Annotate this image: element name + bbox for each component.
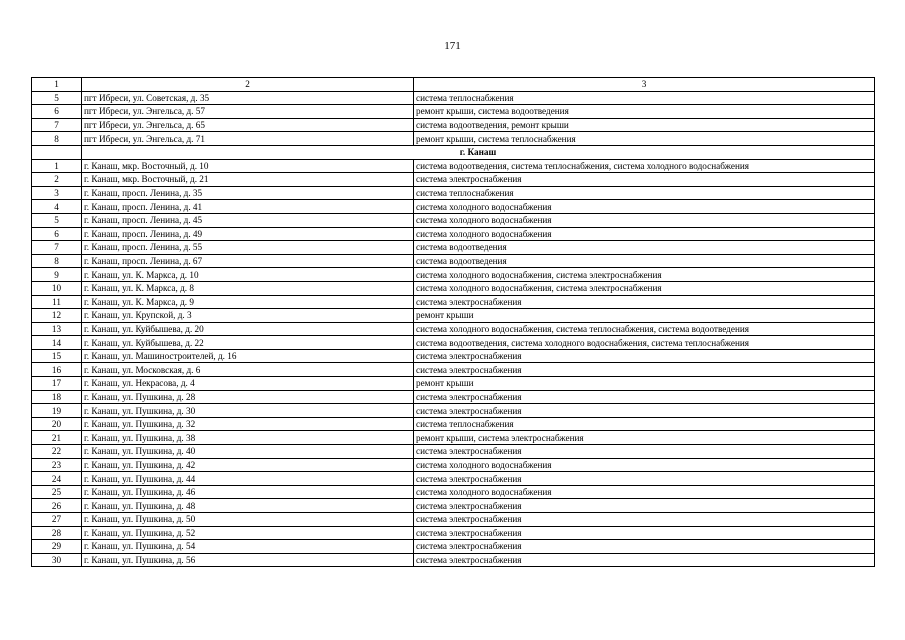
table-row	[32, 159, 875, 173]
row-number: 5	[32, 91, 82, 105]
table-body	[32, 78, 875, 567]
row-number: 8	[32, 132, 82, 146]
table-row	[32, 118, 875, 132]
row-work-type: ремонт крыши	[414, 309, 875, 323]
table-row	[32, 91, 875, 105]
row-number: 5	[32, 213, 82, 227]
page-number: 171	[444, 40, 461, 52]
repair-table	[31, 77, 875, 567]
row-address: г. Канаш, ул. К. Маркса, д. 10	[82, 268, 414, 282]
row-address: г. Канаш, ул. Пушкина, д. 28	[82, 390, 414, 404]
row-work-type: система электроснабжения	[414, 553, 875, 567]
table-row	[32, 513, 875, 527]
table-row	[32, 200, 875, 214]
city-heading-blank	[32, 145, 82, 159]
row-work-type: система холодного водоснабжения, система теплоснабжения, система водоотведения	[414, 322, 875, 336]
table-row	[32, 173, 875, 187]
row-address: г. Канаш, ул. К. Маркса, д. 9	[82, 295, 414, 309]
row-number: 8	[32, 254, 82, 268]
row-work-type: система электроснабжения	[414, 472, 875, 486]
row-number: 7	[32, 241, 82, 255]
row-address: г. Канаш, ул. Некрасова, д. 4	[82, 377, 414, 391]
row-address: г. Канаш, просп. Ленина, д. 35	[82, 186, 414, 200]
table-row	[32, 227, 875, 241]
row-work-type: система электроснабжения	[414, 390, 875, 404]
row-work-type: система холодного водоснабжения	[414, 458, 875, 472]
row-number: 10	[32, 281, 82, 295]
row-address: г. Канаш, ул. Московская, д. 6	[82, 363, 414, 377]
row-work-type: система электроснабжения	[414, 363, 875, 377]
row-address: г. Канаш, мкр. Восточный, д. 21	[82, 173, 414, 187]
row-work-type: система электроснабжения	[414, 499, 875, 513]
row-work-type: система теплоснабжения	[414, 417, 875, 431]
row-work-type: система электроснабжения	[414, 349, 875, 363]
table-row	[32, 390, 875, 404]
table-row	[32, 295, 875, 309]
table-row	[32, 377, 875, 391]
row-work-type: ремонт крыши	[414, 377, 875, 391]
row-address: пгт Ибреси, ул. Советская, д. 35	[82, 91, 414, 105]
city-heading-row	[32, 145, 875, 159]
row-number: 18	[32, 390, 82, 404]
row-work-type: система холодного водоснабжения, система электроснабжения	[414, 268, 875, 282]
header-col-3: 3	[414, 78, 875, 92]
row-number: 25	[32, 485, 82, 499]
table-row	[32, 254, 875, 268]
table-row	[32, 132, 875, 146]
row-work-type: система холодного водоснабжения	[414, 485, 875, 499]
row-work-type: система электроснабжения	[414, 513, 875, 527]
row-address: г. Канаш, ул. Пушкина, д. 42	[82, 458, 414, 472]
table-row	[32, 268, 875, 282]
row-address: г. Канаш, ул. Пушкина, д. 52	[82, 526, 414, 540]
table-row	[32, 363, 875, 377]
row-number: 1	[32, 159, 82, 173]
row-address: г. Канаш, ул. Пушкина, д. 56	[82, 553, 414, 567]
table-row	[32, 499, 875, 513]
row-address: г. Канаш, мкр. Восточный, д. 10	[82, 159, 414, 173]
row-number: 2	[32, 173, 82, 187]
row-number: 15	[32, 349, 82, 363]
row-address: г. Канаш, ул. Крупской, д. 3	[82, 309, 414, 323]
row-number: 17	[32, 377, 82, 391]
table-row	[32, 281, 875, 295]
table-row	[32, 186, 875, 200]
row-work-type: ремонт крыши, система теплоснабжения	[414, 132, 875, 146]
table-row	[32, 349, 875, 363]
table-header-row	[32, 78, 875, 92]
row-number: 6	[32, 227, 82, 241]
row-work-type: система водоотведения, ремонт крыши	[414, 118, 875, 132]
row-number: 29	[32, 540, 82, 554]
row-work-type: система электроснабжения	[414, 404, 875, 418]
row-address: г. Канаш, ул. Пушкина, д. 50	[82, 513, 414, 527]
row-address: г. Канаш, ул. Куйбышева, д. 22	[82, 336, 414, 350]
row-number: 13	[32, 322, 82, 336]
row-work-type: ремонт крыши, система электроснабжения	[414, 431, 875, 445]
table-row	[32, 485, 875, 499]
table-row	[32, 540, 875, 554]
table-row	[32, 526, 875, 540]
table-row	[32, 213, 875, 227]
row-address: пгт Ибреси, ул. Энгельса, д. 71	[82, 132, 414, 146]
row-number: 26	[32, 499, 82, 513]
table-row	[32, 336, 875, 350]
row-number: 20	[32, 417, 82, 431]
row-number: 11	[32, 295, 82, 309]
row-number: 21	[32, 431, 82, 445]
row-address: пгт Ибреси, ул. Энгельса, д. 65	[82, 118, 414, 132]
row-number: 28	[32, 526, 82, 540]
table-row	[32, 404, 875, 418]
table-row	[32, 553, 875, 567]
city-heading: г. Канаш	[82, 145, 875, 159]
row-address: г. Канаш, просп. Ленина, д. 55	[82, 241, 414, 255]
row-address: г. Канаш, просп. Ленина, д. 41	[82, 200, 414, 214]
row-address: г. Канаш, ул. Куйбышева, д. 20	[82, 322, 414, 336]
row-number: 14	[32, 336, 82, 350]
row-address: г. Канаш, ул. Пушкина, д. 32	[82, 417, 414, 431]
row-work-type: система водоотведения, система теплоснабжения, система холодного водоснабжения	[414, 159, 875, 173]
row-address: г. Канаш, ул. Пушкина, д. 40	[82, 445, 414, 459]
table-row	[32, 417, 875, 431]
row-address: г. Канаш, ул. Пушкина, д. 48	[82, 499, 414, 513]
table-row	[32, 322, 875, 336]
row-work-type: система водоотведения, система холодного водоснабжения, система теплоснабжения	[414, 336, 875, 350]
table-row	[32, 458, 875, 472]
row-work-type: система теплоснабжения	[414, 91, 875, 105]
row-work-type: система водоотведения	[414, 254, 875, 268]
row-work-type: система холодного водоснабжения	[414, 227, 875, 241]
row-number: 24	[32, 472, 82, 486]
row-address: г. Канаш, просп. Ленина, д. 45	[82, 213, 414, 227]
row-work-type: система холодного водоснабжения	[414, 200, 875, 214]
header-col-1: 1	[32, 78, 82, 92]
row-number: 16	[32, 363, 82, 377]
row-address: г. Канаш, ул. Пушкина, д. 54	[82, 540, 414, 554]
row-number: 22	[32, 445, 82, 459]
row-address: г. Канаш, ул. Пушкина, д. 30	[82, 404, 414, 418]
row-work-type: система холодного водоснабжения, система электроснабжения	[414, 281, 875, 295]
row-address: г. Канаш, ул. Пушкина, д. 38	[82, 431, 414, 445]
row-address: г. Канаш, ул. Пушкина, д. 46	[82, 485, 414, 499]
table-row	[32, 105, 875, 119]
row-work-type: система водоотведения	[414, 241, 875, 255]
row-number: 30	[32, 553, 82, 567]
row-number: 3	[32, 186, 82, 200]
row-work-type: система электроснабжения	[414, 295, 875, 309]
row-address: г. Канаш, ул. Пушкина, д. 44	[82, 472, 414, 486]
row-work-type: система электроснабжения	[414, 540, 875, 554]
row-number: 6	[32, 105, 82, 119]
row-work-type: система электроснабжения	[414, 445, 875, 459]
row-work-type: система теплоснабжения	[414, 186, 875, 200]
table-row	[32, 309, 875, 323]
table-row	[32, 472, 875, 486]
row-address: г. Канаш, просп. Ленина, д. 49	[82, 227, 414, 241]
table-row	[32, 241, 875, 255]
row-work-type: система электроснабжения	[414, 526, 875, 540]
table-row	[32, 445, 875, 459]
row-number: 9	[32, 268, 82, 282]
row-address: пгт Ибреси, ул. Энгельса, д. 57	[82, 105, 414, 119]
row-number: 4	[32, 200, 82, 214]
row-work-type: ремонт крыши, система водоотведения	[414, 105, 875, 119]
row-number: 7	[32, 118, 82, 132]
row-address: г. Канаш, просп. Ленина, д. 67	[82, 254, 414, 268]
row-work-type: система холодного водоснабжения	[414, 213, 875, 227]
table-row	[32, 431, 875, 445]
row-number: 23	[32, 458, 82, 472]
row-address: г. Канаш, ул. Машиностроителей, д. 16	[82, 349, 414, 363]
row-number: 19	[32, 404, 82, 418]
row-number: 27	[32, 513, 82, 527]
header-col-2: 2	[82, 78, 414, 92]
row-address: г. Канаш, ул. К. Маркса, д. 8	[82, 281, 414, 295]
row-number: 12	[32, 309, 82, 323]
row-work-type: система электроснабжения	[414, 173, 875, 187]
